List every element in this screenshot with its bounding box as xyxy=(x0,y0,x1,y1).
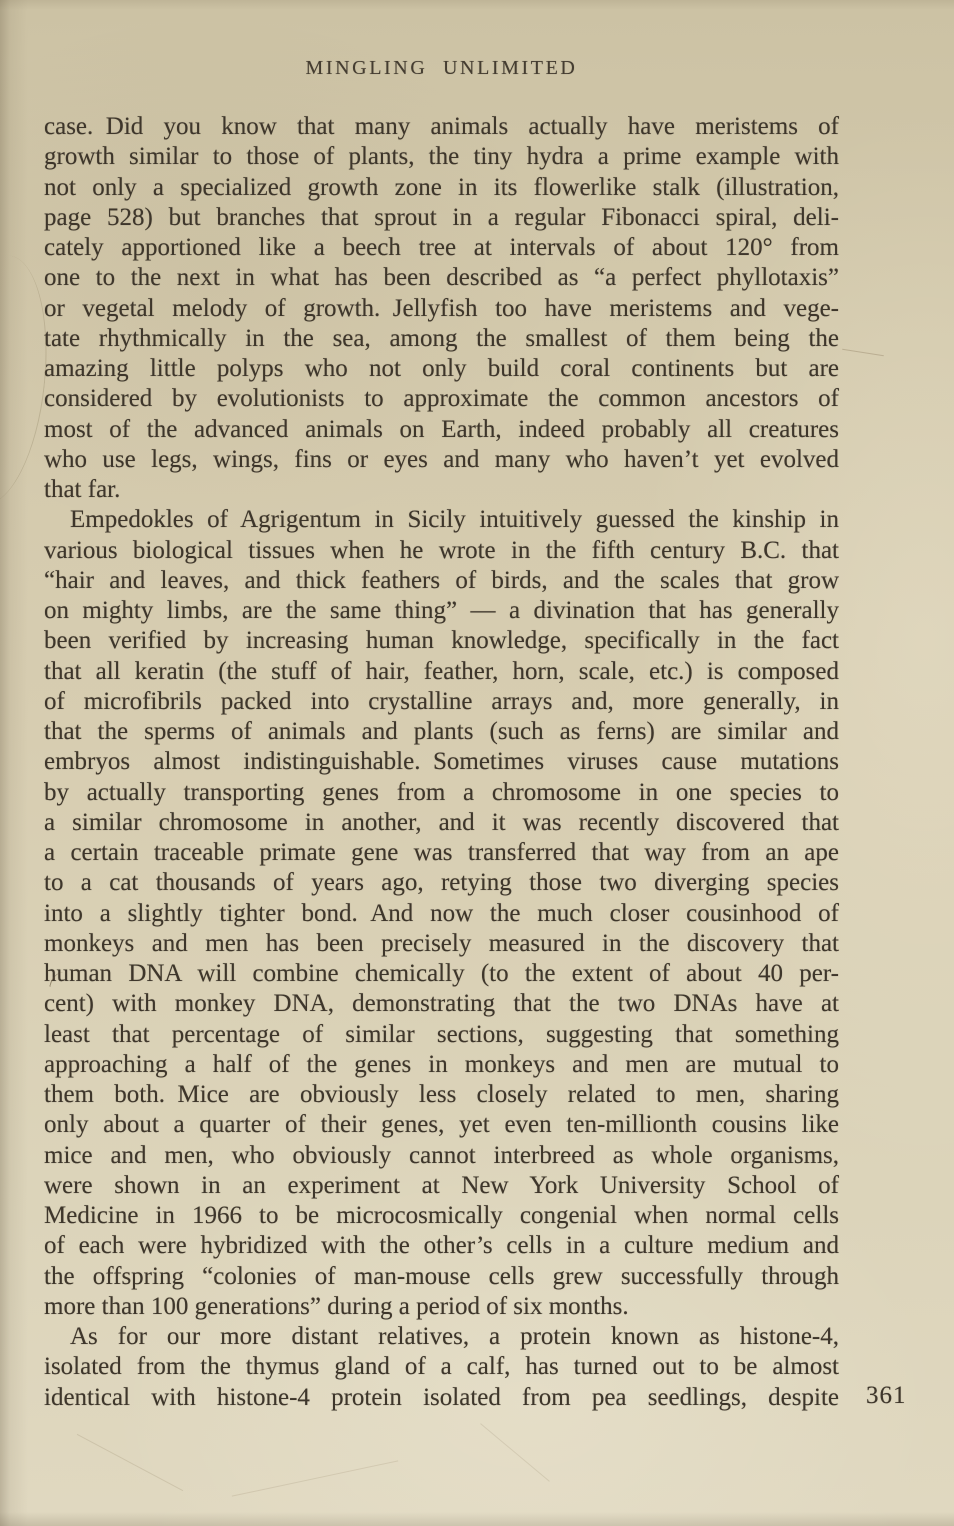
text-line: of each were hybridized with the other’s cells in a culture medium and xyxy=(44,1232,839,1260)
text-line: who use legs, wings, fins or eyes and many who haven’t yet evolved xyxy=(44,445,839,473)
text-line: monkeys and men has been precisely measured in the discovery that xyxy=(44,929,839,957)
text-line: isolated from the thymus gland of a calf, has turned out to be almost xyxy=(44,1353,839,1381)
text-line: cent) with monkey DNA, demonstrating that the two DNAs have at xyxy=(44,990,839,1018)
text-line: on mighty limbs, are the same thing” — a divination that has generally xyxy=(44,597,839,624)
text-line: to a cat thousands of years ago, retying those two diverging species xyxy=(44,869,839,897)
text-line: considered by evolutionists to approximate the common ancestors of xyxy=(44,385,839,413)
text-line: or vegetal melody of growth. Jellyfish too have meristems and vege- xyxy=(44,294,839,322)
scan-artifact-scratch xyxy=(842,349,884,357)
text-line: amazing little polyps who not only build coral continents but are xyxy=(44,355,839,382)
text-line: Medicine in 1966 to be microcosmically congenial when normal cells xyxy=(44,1202,839,1229)
text-line: them both. Mice are obviously less closely related to men, sharing xyxy=(44,1081,839,1108)
text-line: approaching a half of the genes in monkeys and men are mutual to xyxy=(44,1050,839,1078)
text-line: a certain traceable primate gene was transferred that way from an ape xyxy=(44,839,839,866)
text-line: “hair and leaves, and thick feathers of birds, and the scales that grow xyxy=(44,566,839,594)
page-body xyxy=(44,112,839,1413)
text-line: that the sperms of animals and plants (such as ferns) are similar and xyxy=(44,718,839,745)
text-line: various biological tissues when he wrote in the fifth century B.C. that xyxy=(44,536,839,564)
text-line: that far. xyxy=(44,476,121,503)
text-line: As for our more distant relatives, a protein known as histone-4, xyxy=(70,1323,839,1350)
text-line: more than 100 generations” during a period of six months. xyxy=(44,1292,629,1320)
text-line: a similar chromosome in another, and it was recently discovered that xyxy=(44,808,839,836)
text-line: growth similar to those of plants, the tiny hydra a prime example with xyxy=(44,143,839,171)
text-line: identical with histone-4 protein isolated from pea seedlings, despite xyxy=(44,1383,839,1411)
text-line: been verified by increasing human knowledge, specifically in the fact xyxy=(44,627,839,655)
text-line: only about a quarter of their genes, yet even ten-millionth cousins like xyxy=(44,1111,839,1139)
text-line: were shown in an experiment at New York University School of xyxy=(44,1171,839,1199)
text-line: not only a specialized growth zone in its flowerlike stalk (illustration, xyxy=(44,173,839,201)
text-line: most of the advanced animals on Earth, indeed probably all creatures xyxy=(44,415,839,443)
scan-artifact-scratch xyxy=(77,1434,183,1491)
text-line: that all keratin (the stuff of hair, feather, horn, scale, etc.) is composed xyxy=(44,657,839,685)
text-line: by actually transporting genes from a chromosome in one species to xyxy=(44,778,839,806)
text-line: one to the next in what has been described as “a perfect phyllotaxis” xyxy=(44,264,839,292)
text-line: tate rhythmically in the sea, among the smallest of them being the xyxy=(44,324,839,352)
scan-artifact-scratch xyxy=(480,1423,550,1482)
scan-artifact-scratch xyxy=(232,1460,398,1496)
text-line: cately apportioned like a beech tree at intervals of about 120° from xyxy=(44,234,839,261)
text-line: Empedokles of Agrigentum in Sicily intuitively guessed the kinship in xyxy=(70,506,839,534)
text-line: mice and men, who obviously cannot interbreed as whole organisms, xyxy=(44,1141,839,1169)
text-line: case. Did you know that many animals actually have meristems of xyxy=(44,113,839,140)
running-head: MINGLING UNLIMITED xyxy=(305,57,578,79)
text-line: into a slightly tighter bond. And now the much closer cousinhood of xyxy=(44,899,839,927)
text-line: least that percentage of similar sections, suggesting that something xyxy=(44,1020,839,1048)
text-line: embryos almost indistinguishable. Sometimes viruses cause mutations xyxy=(44,748,839,776)
page-number: 361 xyxy=(866,1382,907,1409)
text-line: of microfibrils packed into crystalline arrays and, more generally, in xyxy=(44,687,839,715)
text-line: the offspring “colonies of man-mouse cells grew successfully through xyxy=(44,1262,839,1290)
text-line: page 528) but branches that sprout in a regular Fibonacci spiral, deli- xyxy=(44,203,839,231)
text-line: human DNA will combine chemically (to the extent of about 40 per- xyxy=(44,960,839,987)
